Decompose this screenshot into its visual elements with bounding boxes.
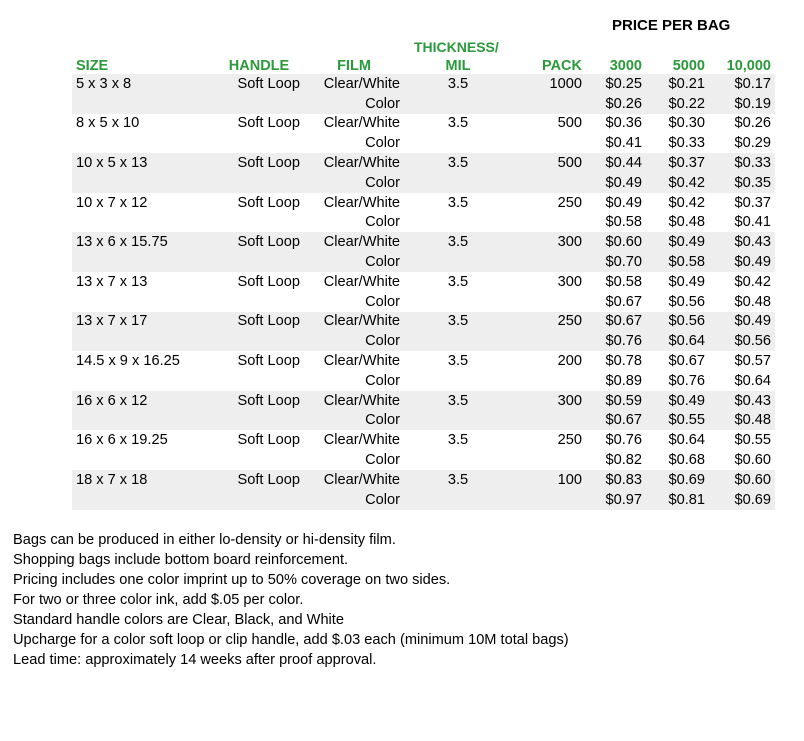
- handle-cell: [214, 450, 304, 470]
- handle-cell: Soft Loop: [237, 273, 300, 290]
- note-line: Shopping bags include bottom board reinforcement.: [13, 552, 349, 568]
- price-5000-cell: $0.49: [646, 391, 709, 411]
- pack-cell: [512, 411, 586, 431]
- thickness-cell: 3.5: [404, 391, 512, 411]
- thickness-cell: 3.5: [404, 232, 512, 252]
- pack-cell: [512, 213, 586, 233]
- price-3000-cell: $0.83: [586, 470, 646, 490]
- price-5000-cell: $0.49: [646, 232, 709, 252]
- price-3000-cell: $0.36: [605, 115, 642, 132]
- pack-cell: [512, 450, 586, 470]
- pack-cell: 300: [512, 391, 586, 411]
- price-3000-cell: $0.76: [605, 432, 642, 449]
- size-cell: [72, 292, 214, 312]
- handle-cell: Soft Loop: [214, 74, 304, 94]
- price-10000-cell: $0.43: [709, 232, 775, 252]
- size-cell: 13 x 7 x 17: [72, 312, 214, 332]
- qty-10000-header: 10,000: [726, 57, 771, 74]
- handle-cell: Soft Loop: [214, 153, 304, 173]
- price-3000-cell: $0.70: [586, 252, 646, 272]
- table-row: [72, 173, 775, 193]
- qty-3000-header: 3000: [609, 57, 642, 74]
- film-cell: Clear/White: [323, 353, 400, 370]
- price-5000-cell: $0.22: [646, 94, 709, 114]
- price-5000-cell: $0.68: [668, 452, 705, 469]
- thickness-cell: [404, 173, 512, 193]
- size-cell: [72, 371, 214, 391]
- size-cell: 14.5 x 9 x 16.25: [76, 353, 180, 370]
- price-3000-cell: $0.41: [605, 135, 642, 152]
- size-cell: [72, 94, 214, 114]
- price-10000-cell: $0.37: [734, 194, 771, 211]
- price-10000-cell: $0.56: [709, 331, 775, 351]
- qty-5000-header: 5000: [672, 57, 705, 74]
- table-row: [72, 213, 775, 233]
- price-3000-cell: $0.60: [586, 232, 646, 252]
- thickness-cell: [404, 252, 512, 272]
- thickness-cell: 3.5: [447, 115, 469, 132]
- note-line: Bags can be produced in either lo-density or hi-density film.: [13, 532, 396, 548]
- price-per-bag-title: PRICE PER BAG: [612, 17, 731, 34]
- price-3000-cell: $0.26: [586, 94, 646, 114]
- size-cell: 5 x 3 x 8: [72, 74, 214, 94]
- film-cell: Clear/White: [304, 470, 404, 490]
- note-line: Pricing includes one color imprint up to 50% coverage on two sides.: [13, 572, 451, 588]
- size-cell: [72, 331, 214, 351]
- thickness-cell: [404, 490, 512, 510]
- price-5000-cell: $0.81: [646, 490, 709, 510]
- pack-header: PACK: [541, 57, 582, 74]
- price-10000-cell: $0.17: [709, 74, 775, 94]
- price-10000-cell: $0.49: [709, 312, 775, 332]
- film-cell: Color: [304, 411, 404, 431]
- size-cell: 13 x 6 x 15.75: [72, 232, 214, 252]
- pack-cell: [512, 292, 586, 312]
- film-cell: Clear/White: [323, 432, 400, 449]
- price-5000-cell: $0.33: [668, 135, 705, 152]
- handle-cell: [214, 292, 304, 312]
- pack-cell: 200: [557, 353, 582, 370]
- size-cell: [72, 133, 214, 153]
- thickness-cell: [404, 94, 512, 114]
- table-row: [72, 351, 775, 371]
- note-line: Upcharge for a color soft loop or clip handle, add $.03 each (minimum 10M total bags): [13, 632, 569, 648]
- price-5000-cell: $0.64: [646, 331, 709, 351]
- size-cell: 10 x 7 x 12: [76, 194, 148, 211]
- thickness-cell: 3.5: [404, 470, 512, 490]
- price-3000-cell: $0.89: [605, 372, 642, 389]
- size-cell: 16 x 6 x 19.25: [76, 432, 168, 449]
- size-cell: 18 x 7 x 18: [72, 470, 214, 490]
- table-row: [72, 232, 775, 252]
- pack-cell: [512, 133, 586, 153]
- price-3000-cell: $0.49: [605, 194, 642, 211]
- table-body: [72, 74, 775, 510]
- film-cell: Clear/White: [323, 194, 400, 211]
- price-5000-cell: $0.55: [646, 411, 709, 431]
- price-10000-cell: $0.48: [709, 411, 775, 431]
- price-10000-cell: $0.69: [709, 490, 775, 510]
- table-row: [72, 371, 775, 391]
- size-cell: 10 x 5 x 13: [72, 153, 214, 173]
- thickness-cell: 3.5: [447, 432, 469, 449]
- price-table: [72, 57, 775, 510]
- price-5000-cell: $0.37: [646, 153, 709, 173]
- table-row: [72, 272, 775, 292]
- price-3000-cell: $0.58: [605, 273, 642, 290]
- table-row: [72, 193, 775, 213]
- price-10000-cell: $0.49: [709, 252, 775, 272]
- film-cell: Clear/White: [304, 74, 404, 94]
- size-cell: [72, 411, 214, 431]
- price-5000-cell: $0.56: [668, 293, 705, 310]
- table-row: [72, 312, 775, 332]
- film-cell: Clear/White: [323, 273, 400, 290]
- price-10000-cell: $0.60: [734, 452, 771, 469]
- thickness-cell: 3.5: [404, 74, 512, 94]
- note-line: Lead time: approximately 14 weeks after proof approval.: [13, 652, 377, 668]
- film-cell: Color: [304, 252, 404, 272]
- price-3000-cell: $0.58: [605, 214, 642, 231]
- table-row: [72, 430, 775, 450]
- handle-cell: [214, 173, 304, 193]
- price-3000-cell: $0.67: [605, 293, 642, 310]
- price-3000-cell: $0.67: [586, 411, 646, 431]
- price-3000-cell: $0.97: [586, 490, 646, 510]
- pack-cell: 100: [512, 470, 586, 490]
- price-10000-cell: $0.35: [709, 173, 775, 193]
- pack-cell: [512, 173, 586, 193]
- price-5000-cell: $0.56: [646, 312, 709, 332]
- film-cell: Clear/White: [323, 115, 400, 132]
- price-10000-cell: $0.42: [734, 273, 771, 290]
- table-row: [72, 470, 775, 490]
- price-10000-cell: $0.55: [734, 432, 771, 449]
- handle-cell: Soft Loop: [237, 115, 300, 132]
- pack-cell: 300: [512, 232, 586, 252]
- table-row: [72, 94, 775, 114]
- thickness-cell: [404, 133, 512, 153]
- thickness-header-top: THICKNESS/: [414, 39, 499, 55]
- film-cell: Color: [365, 452, 400, 469]
- pack-cell: [512, 371, 586, 391]
- table-row: [72, 252, 775, 272]
- size-header: SIZE: [76, 57, 109, 74]
- price-10000-cell: $0.60: [709, 470, 775, 490]
- price-5000-cell: $0.76: [668, 372, 705, 389]
- table-row: [72, 450, 775, 470]
- price-3000-cell: $0.49: [586, 173, 646, 193]
- film-cell: Color: [304, 94, 404, 114]
- pack-cell: [512, 331, 586, 351]
- price-3000-cell: $0.76: [586, 331, 646, 351]
- size-cell: [72, 252, 214, 272]
- thickness-cell: 3.5: [404, 153, 512, 173]
- pack-cell: [512, 252, 586, 272]
- size-cell: [72, 173, 214, 193]
- table-row: [72, 114, 775, 134]
- price-5000-cell: $0.42: [668, 194, 705, 211]
- thickness-cell: 3.5: [447, 194, 469, 211]
- handle-cell: Soft Loop: [214, 391, 304, 411]
- table-row: [72, 133, 775, 153]
- film-cell: Color: [365, 135, 400, 152]
- size-cell: 8 x 5 x 10: [76, 115, 140, 132]
- size-cell: 16 x 6 x 12: [72, 391, 214, 411]
- film-cell: Color: [365, 214, 400, 231]
- film-cell: Color: [365, 293, 400, 310]
- pack-cell: [512, 490, 586, 510]
- film-cell: Color: [304, 173, 404, 193]
- price-10000-cell: $0.19: [709, 94, 775, 114]
- film-header: FILM: [337, 57, 371, 74]
- film-cell: Color: [304, 331, 404, 351]
- price-10000-cell: $0.33: [709, 153, 775, 173]
- header-row: [72, 57, 775, 74]
- handle-cell: [214, 331, 304, 351]
- price-5000-cell: $0.49: [668, 273, 705, 290]
- handle-cell: [214, 411, 304, 431]
- size-cell: 13 x 7 x 13: [76, 273, 148, 290]
- pack-cell: 250: [512, 312, 586, 332]
- thickness-cell: 3.5: [447, 273, 469, 290]
- thickness-cell: [404, 371, 512, 391]
- price-5000-cell: $0.30: [668, 115, 705, 132]
- price-10000-cell: $0.57: [734, 353, 771, 370]
- film-cell: Clear/White: [304, 312, 404, 332]
- thickness-cell: [404, 450, 512, 470]
- size-cell: [72, 450, 214, 470]
- handle-cell: Soft Loop: [214, 232, 304, 252]
- thickness-cell: [404, 331, 512, 351]
- size-cell: [72, 490, 214, 510]
- price-5000-cell: $0.69: [646, 470, 709, 490]
- price-5000-cell: $0.64: [668, 432, 705, 449]
- size-cell: [72, 213, 214, 233]
- thickness-cell: [404, 213, 512, 233]
- table-row: [72, 411, 775, 431]
- table-row: [72, 74, 775, 94]
- pack-cell: 250: [557, 194, 582, 211]
- handle-cell: [214, 133, 304, 153]
- price-3000-cell: $0.67: [586, 312, 646, 332]
- price-5000-cell: $0.48: [668, 214, 705, 231]
- pack-cell: 500: [557, 115, 582, 132]
- handle-cell: Soft Loop: [237, 194, 300, 211]
- handle-header: HANDLE: [228, 57, 290, 74]
- thickness-cell: 3.5: [404, 312, 512, 332]
- price-5000-cell: $0.58: [646, 252, 709, 272]
- pack-cell: 250: [557, 432, 582, 449]
- pack-cell: 1000: [512, 74, 586, 94]
- handle-cell: [214, 94, 304, 114]
- table-row: [72, 292, 775, 312]
- table-row: [72, 331, 775, 351]
- price-3000-cell: $0.25: [586, 74, 646, 94]
- price-10000-cell: $0.29: [734, 135, 771, 152]
- note-line: For two or three color ink, add $.05 per color.: [13, 592, 304, 608]
- film-cell: Color: [365, 372, 400, 389]
- price-5000-cell: $0.42: [646, 173, 709, 193]
- table-row: [72, 391, 775, 411]
- pack-cell: 300: [557, 273, 582, 290]
- table-row: [72, 153, 775, 173]
- thickness-cell: 3.5: [447, 353, 469, 370]
- film-cell: Color: [304, 490, 404, 510]
- price-3000-cell: $0.78: [605, 353, 642, 370]
- price-10000-cell: $0.26: [734, 115, 771, 132]
- notes-section: [13, 530, 569, 670]
- handle-cell: [214, 490, 304, 510]
- price-5000-cell: $0.67: [668, 353, 705, 370]
- price-10000-cell: $0.48: [734, 293, 771, 310]
- handle-cell: [214, 371, 304, 391]
- handle-cell: Soft Loop: [237, 432, 300, 449]
- price-3000-cell: $0.59: [586, 391, 646, 411]
- handle-cell: [214, 252, 304, 272]
- price-10000-cell: $0.64: [734, 372, 771, 389]
- film-cell: Clear/White: [304, 232, 404, 252]
- handle-cell: Soft Loop: [214, 312, 304, 332]
- thickness-cell: [404, 292, 512, 312]
- price-3000-cell: $0.82: [605, 452, 642, 469]
- thickness-cell: [404, 411, 512, 431]
- thickness-header-bottom: MIL: [445, 57, 471, 74]
- handle-cell: Soft Loop: [237, 353, 300, 370]
- price-10000-cell: $0.41: [734, 214, 771, 231]
- price-10000-cell: $0.43: [709, 391, 775, 411]
- price-5000-cell: $0.21: [646, 74, 709, 94]
- handle-cell: Soft Loop: [214, 470, 304, 490]
- price-3000-cell: $0.44: [586, 153, 646, 173]
- film-cell: Clear/White: [304, 391, 404, 411]
- note-line: Standard handle colors are Clear, Black, and White: [13, 612, 344, 628]
- pack-cell: [512, 94, 586, 114]
- handle-cell: [214, 213, 304, 233]
- pack-cell: 500: [512, 153, 586, 173]
- film-cell: Clear/White: [304, 153, 404, 173]
- table-row: [72, 490, 775, 510]
